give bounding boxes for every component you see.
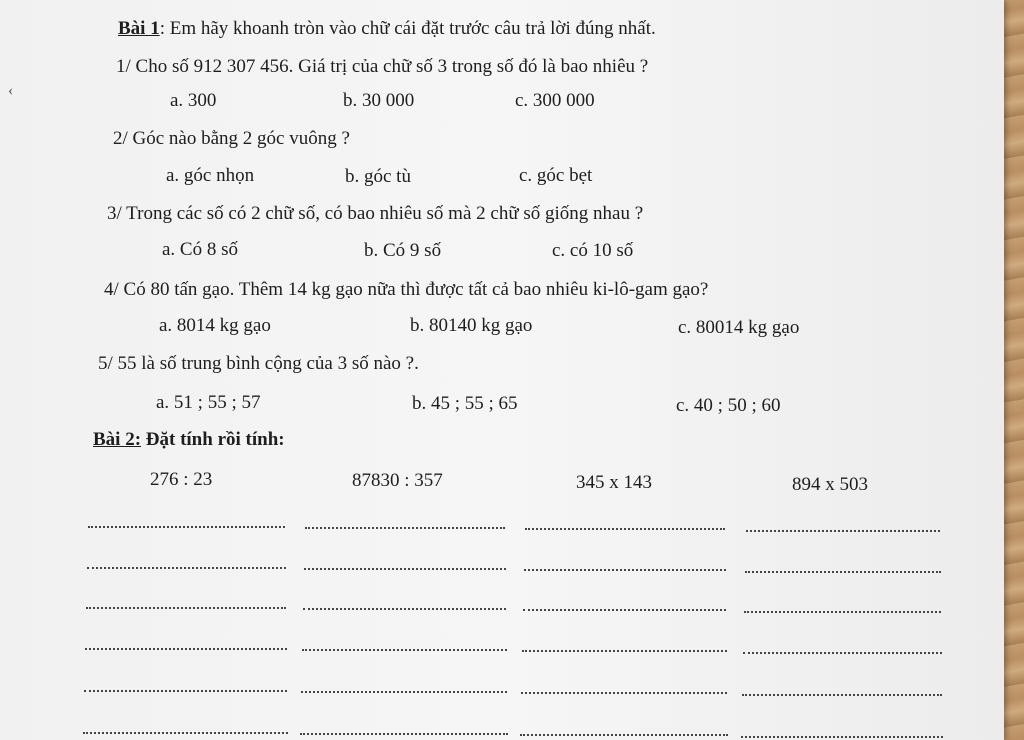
- bai1-instruction: : Em hãy khoanh tròn vào chữ cái đặt trước câu trả lời đúng nhất.: [159, 18, 656, 39]
- q3-option-a[interactable]: a. Có 8 số: [162, 239, 238, 260]
- answer-line[interactable]: [746, 530, 940, 532]
- bai1-label: Bài 1: [118, 18, 160, 39]
- q1-option-b[interactable]: b. 30 000: [343, 90, 415, 111]
- q4-option-a[interactable]: a. 8014 kg gạo: [159, 315, 271, 336]
- answer-line[interactable]: [742, 694, 942, 696]
- answer-line[interactable]: [301, 691, 507, 693]
- answer-line[interactable]: [303, 608, 506, 610]
- bai2-label: Bài 2:: [93, 429, 142, 450]
- q1-option-a[interactable]: a. 300: [170, 90, 217, 111]
- answer-line[interactable]: [85, 648, 287, 650]
- answer-line[interactable]: [86, 607, 286, 609]
- answer-line[interactable]: [305, 527, 505, 529]
- question-4: 4/ Có 80 tấn gạo. Thêm 14 kg gạo nữa thì được tất cả bao nhiêu ki-lô-gam gạo?: [104, 279, 709, 300]
- q5-option-b[interactable]: b. 45 ; 55 ; 65: [412, 393, 518, 414]
- q3-option-b[interactable]: b. Có 9 số: [364, 240, 442, 261]
- bai2-heading: [93, 429, 285, 451]
- answer-line[interactable]: [525, 528, 725, 530]
- answer-line[interactable]: [522, 650, 727, 652]
- answer-line[interactable]: [83, 732, 288, 734]
- question-2: 2/ Góc nào bằng 2 góc vuông ?: [113, 128, 350, 149]
- problem-1: 276 : 23: [150, 469, 213, 490]
- question-3: 3/ Trong các số có 2 chữ số, có bao nhiêu số mà 2 chữ số giống nhau ?: [107, 203, 644, 224]
- question-5: 5/ 55 là số trung bình cộng của 3 số nào ?.: [98, 353, 419, 374]
- answer-line[interactable]: [87, 567, 286, 569]
- q5-option-c[interactable]: c. 40 ; 50 ; 60: [676, 395, 781, 416]
- pen-mark: ‹: [8, 82, 14, 99]
- answer-line[interactable]: [521, 692, 727, 694]
- q2-option-a[interactable]: a. góc nhọn: [166, 165, 255, 186]
- answer-line[interactable]: [741, 736, 943, 738]
- answer-line[interactable]: [744, 611, 941, 613]
- problem-4: 894 x 503: [792, 474, 868, 495]
- q2-option-c[interactable]: c. góc bẹt: [519, 165, 593, 186]
- answer-line[interactable]: [88, 526, 285, 528]
- answer-line[interactable]: [302, 649, 507, 651]
- answer-line[interactable]: [520, 734, 728, 736]
- question-1: 1/ Cho số 912 307 456. Giá trị của chữ số 3 trong số đó là bao nhiêu ?: [116, 56, 649, 77]
- bai2-instruction: Đặt tính rồi tính:: [141, 429, 285, 450]
- q1-option-c[interactable]: c. 300 000: [515, 90, 595, 111]
- answer-line[interactable]: [84, 690, 287, 692]
- answer-line[interactable]: [524, 569, 726, 571]
- bai1-heading: [118, 18, 656, 40]
- problem-2: 87830 : 357: [352, 470, 443, 491]
- answer-line[interactable]: [304, 568, 506, 570]
- problem-3: 345 x 143: [576, 472, 652, 493]
- answer-line[interactable]: [523, 609, 726, 611]
- answer-line[interactable]: [300, 733, 508, 735]
- q2-option-b[interactable]: b. góc tù: [345, 166, 411, 187]
- q4-option-c[interactable]: c. 80014 kg gạo: [678, 317, 800, 338]
- answer-line[interactable]: [743, 652, 942, 654]
- q5-option-a[interactable]: a. 51 ; 55 ; 57: [156, 392, 261, 413]
- answer-line[interactable]: [745, 571, 941, 573]
- q4-option-b[interactable]: b. 80140 kg gạo: [410, 315, 533, 336]
- q3-option-c[interactable]: c. có 10 số: [552, 240, 634, 261]
